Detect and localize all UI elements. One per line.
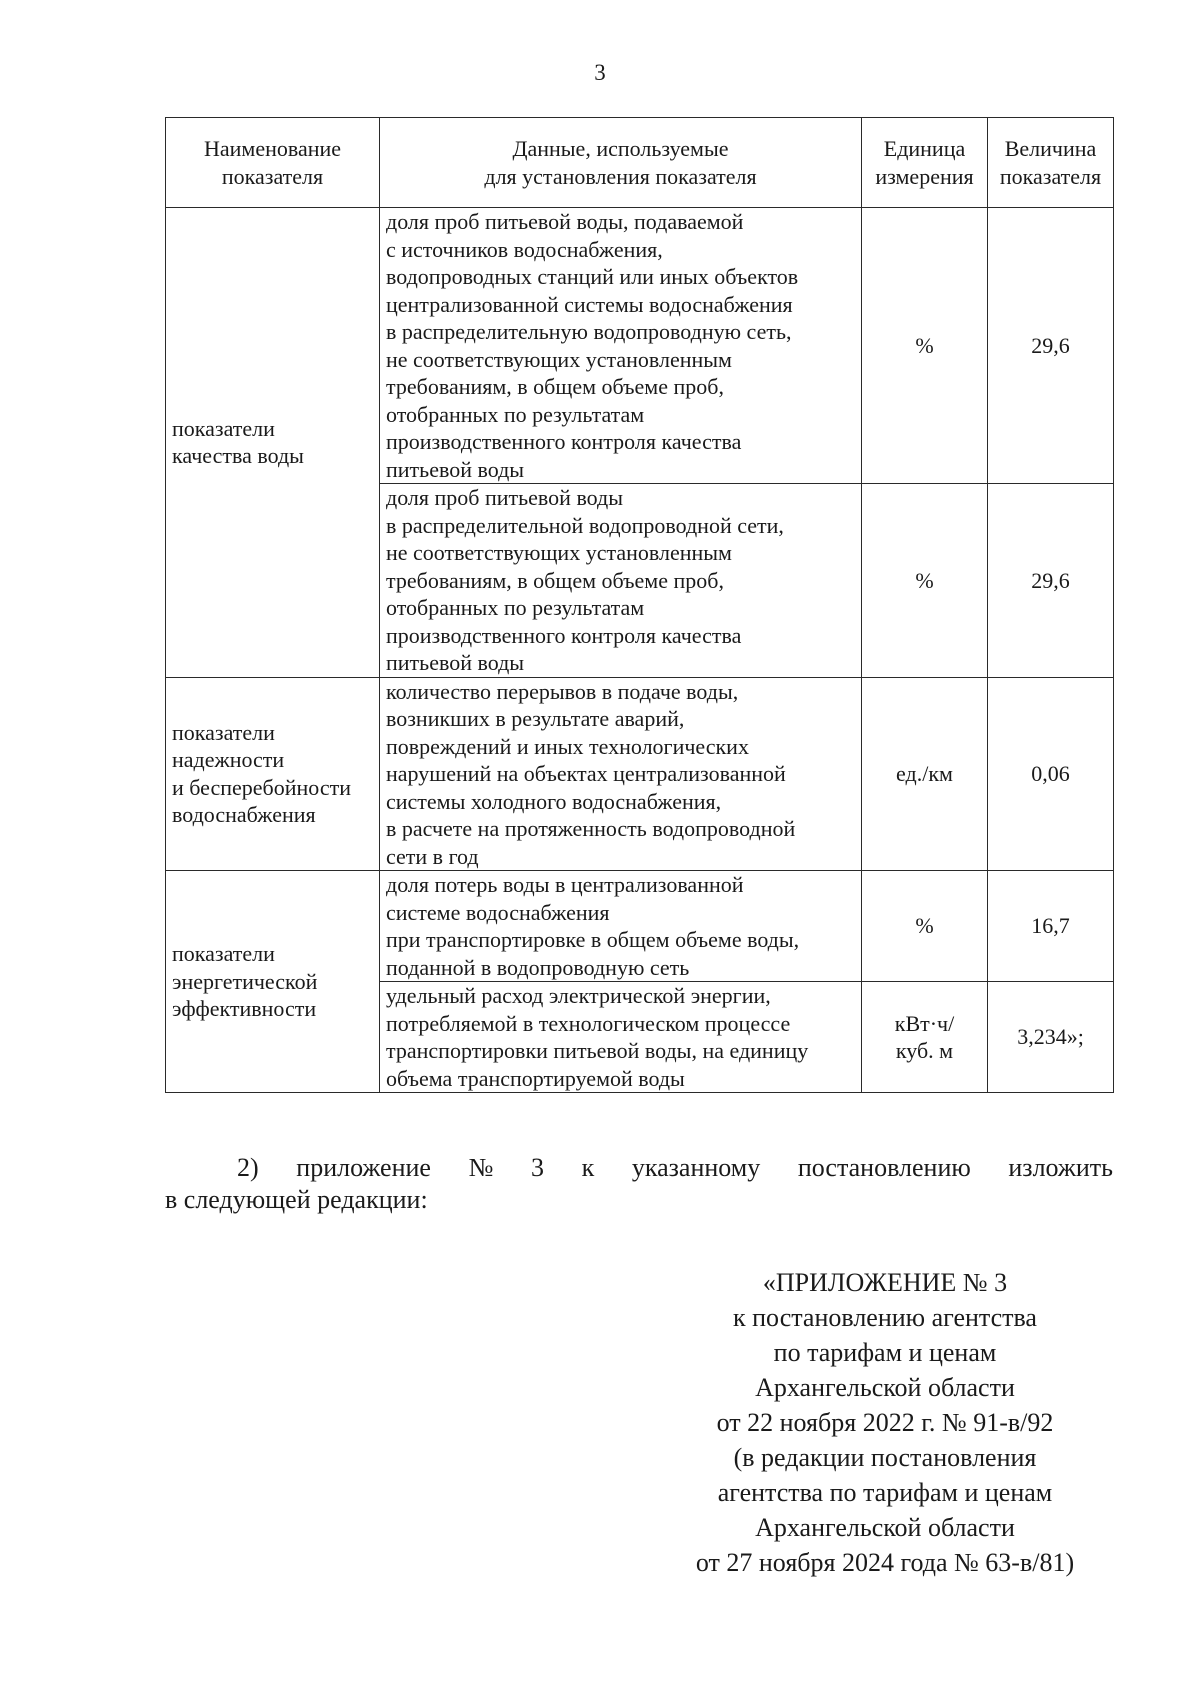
instruction-word: 2): [237, 1153, 259, 1182]
appendix-heading: [650, 1265, 1120, 1580]
row-value: 0,06: [988, 677, 1114, 871]
row-data: удельный расход электрической энергии, потребляемой в технологическом процессе транспортировки питьевой воды, на единицу объема транспортируемой воды: [380, 982, 862, 1093]
appendix-line: Архангельской области: [755, 1513, 1015, 1542]
instruction-line-1: [165, 1152, 1113, 1184]
instruction-word: постановлению: [797, 1153, 971, 1182]
row-value: 3,234»;: [988, 982, 1114, 1093]
instruction-line-2: в следующей редакции:: [165, 1185, 428, 1214]
row-value: 16,7: [988, 871, 1114, 982]
header-unit: Единица измерения: [862, 118, 988, 208]
instruction-word: изложить: [1008, 1153, 1113, 1182]
appendix-line: по тарифам и ценам: [773, 1338, 997, 1367]
row-value: 29,6: [988, 208, 1114, 484]
group-name-energy-efficiency: показатели энергетической эффективности: [166, 871, 380, 1093]
instruction-word: №: [468, 1153, 494, 1182]
row-unit: ед./км: [862, 677, 988, 871]
appendix-line: агентства по тарифам и ценам: [717, 1478, 1053, 1507]
table-row: [166, 208, 1114, 484]
header-data: Данные, используемые для установления показателя: [380, 118, 862, 208]
indicators-table: [165, 117, 1114, 1093]
table-header-row: [166, 118, 1114, 208]
row-unit: кВт·ч/ куб. м: [862, 982, 988, 1093]
header-value: Величина показателя: [988, 118, 1114, 208]
row-unit: %: [862, 484, 988, 678]
instruction-word: указанному: [631, 1153, 761, 1182]
header-name: Наименование показателя: [166, 118, 380, 208]
row-data: количество перерывов в подаче воды, возникших в результате аварий, повреждений и иных технологических нарушений на объектах централизованной системы холодного водоснабжения, в расчете на протяженность водопроводной сети в год: [380, 677, 862, 871]
instruction-word: 3: [531, 1153, 544, 1182]
group-name-reliability: показатели надежности и бесперебойности водоснабжения: [166, 677, 380, 871]
table-row: [166, 871, 1114, 982]
row-data: доля проб питьевой воды, подаваемой с источников водоснабжения, водопроводных станций или иных объектов централизованной системы водоснабжения в распределительную водопроводную сеть, не соответствующих установленным требованиям, в общем объеме проб, отобранных по результатам производственного контроля качества питьевой воды: [380, 208, 862, 484]
group-name-water-quality: показатели качества воды: [166, 208, 380, 678]
appendix-line: к постановлению агентства: [733, 1303, 1037, 1332]
instruction-word: приложение: [296, 1153, 431, 1182]
appendix-line: от 27 ноября 2024 года № 63-в/81): [695, 1548, 1075, 1577]
instruction-paragraph: [165, 1152, 1113, 1216]
page-number: 3: [594, 60, 606, 85]
row-data: доля проб питьевой воды в распределительной водопроводной сети, не соответствующих установленным требованиям, в общем объеме проб, отобранных по результатам производственного контроля качества питьевой воды: [380, 484, 862, 678]
instruction-word: к: [581, 1153, 595, 1182]
row-data: доля потерь воды в централизованной системе водоснабжения при транспортировке в общем объеме воды, поданной в водопроводную сеть: [380, 871, 862, 982]
appendix-line: «ПРИЛОЖЕНИЕ № 3: [762, 1268, 1008, 1297]
appendix-line: (в редакции постановления: [733, 1443, 1037, 1472]
appendix-line: от 22 ноября 2022 г. № 91-в/92: [716, 1408, 1054, 1437]
row-unit: %: [862, 871, 988, 982]
table-row: [166, 677, 1114, 871]
row-unit: %: [862, 208, 988, 484]
appendix-line: Архангельской области: [755, 1373, 1015, 1402]
row-value: 29,6: [988, 484, 1114, 678]
